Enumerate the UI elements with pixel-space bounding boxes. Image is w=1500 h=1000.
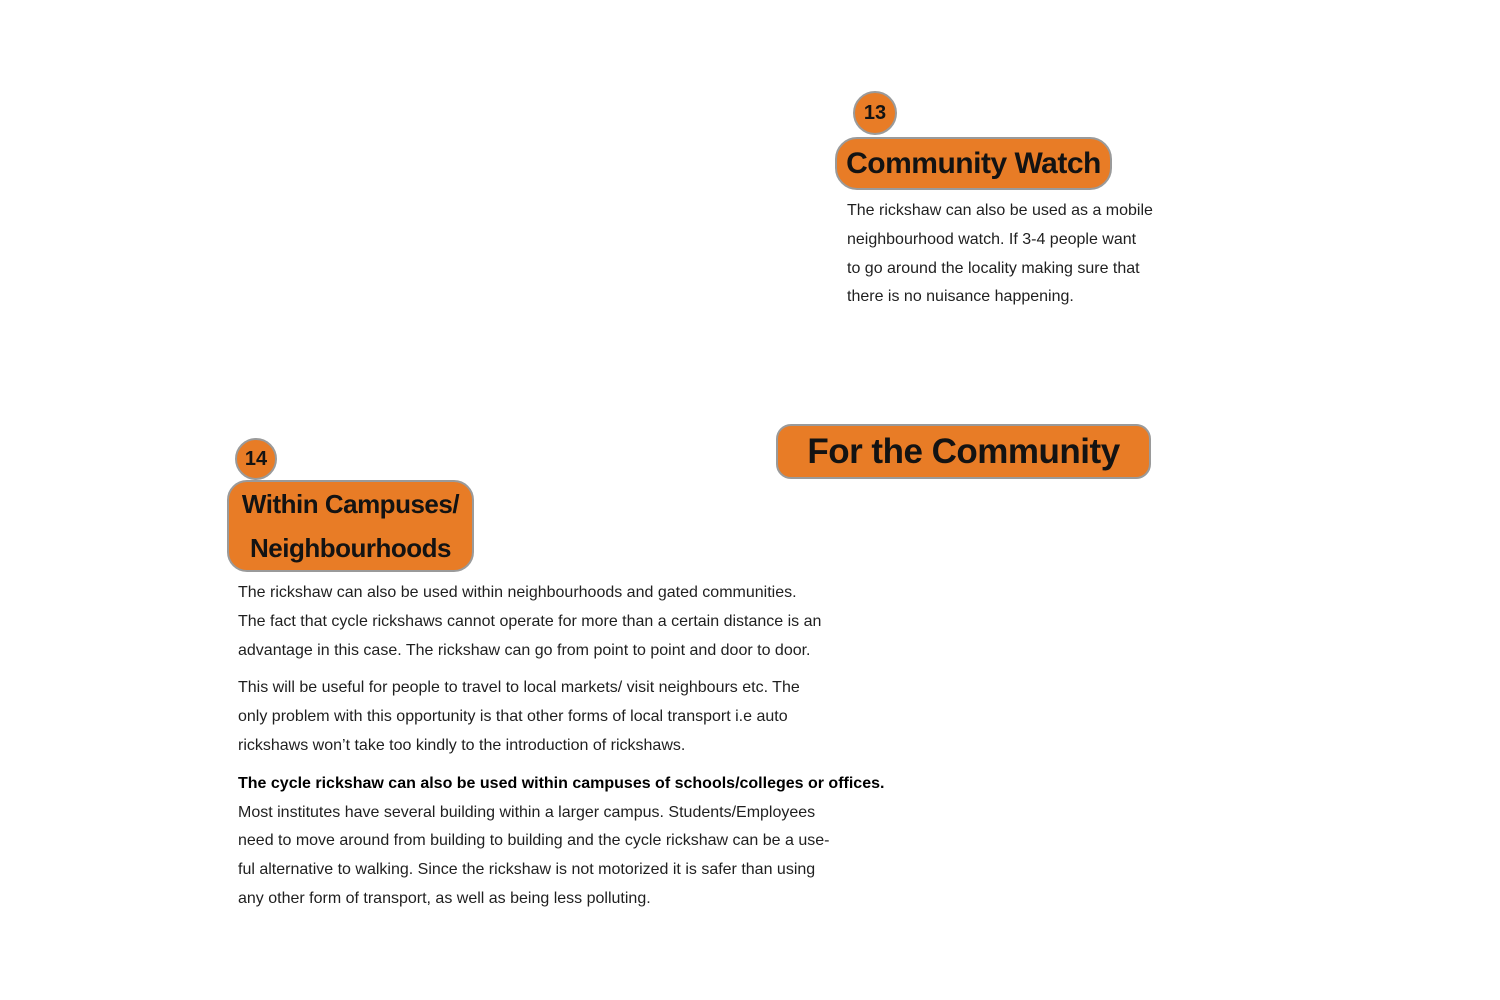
text-line: need to move around from building to building and the cycle rickshaw can be a use- [238, 832, 830, 850]
community-watch-paragraph [847, 197, 1187, 312]
text-line: Most institutes have several building within a larger campus. Students/Employees [238, 803, 816, 821]
text-line: The rickshaw can also be used within neighbourhoods and gated communities. [238, 584, 797, 601]
heading-community-watch-label: Community Watch [846, 146, 1101, 180]
campuses-body-text [238, 579, 898, 914]
text-line: there is no nuisance happening. [847, 288, 1074, 306]
heading-community-watch [835, 137, 1112, 190]
campuses-paragraph-1 [238, 579, 898, 665]
section-title-label: For the Community [807, 431, 1120, 471]
text-line: any other form of transport, as well as being less polluting. [238, 889, 651, 907]
text-line: The fact that cycle rickshaws cannot operate for more than a certain distance is an [238, 612, 822, 630]
text-line: Within Campuses/ [241, 489, 460, 519]
text-line: only problem with this opportunity is that other forms of local transport i.e auto [238, 708, 788, 726]
campuses-paragraph-3 [238, 770, 898, 914]
item-number-label: 13 [863, 101, 887, 124]
section-title-for-the-community [776, 424, 1151, 479]
text-line: This will be useful for people to travel to local markets/ visit neighbours etc. The [238, 679, 800, 697]
text-line: The cycle rickshaw can also be used within campuses of schools/colleges or offices. [238, 774, 885, 792]
text-line: Neighbourhoods [250, 533, 451, 563]
item-number-badge-14 [235, 438, 277, 480]
text-line: ful alternative to walking. Since the rickshaw is not motorized it is safer than using [238, 861, 816, 879]
item-number-badge-13 [853, 91, 897, 135]
text-line: The rickshaw can also be used as a mobile [847, 202, 1153, 219]
text-line: to go around the locality making sure that [847, 259, 1140, 277]
text-line: advantage in this case. The rickshaw can go from point to point and door to door. [238, 641, 811, 659]
text-line: neighbourhood watch. If 3-4 people want [847, 230, 1137, 248]
heading-within-campuses [227, 480, 474, 572]
item-number-label: 14 [244, 447, 268, 470]
campuses-paragraph-2 [238, 674, 898, 760]
text-line: rickshaws won’t take too kindly to the introduction of rickshaws. [238, 736, 686, 754]
